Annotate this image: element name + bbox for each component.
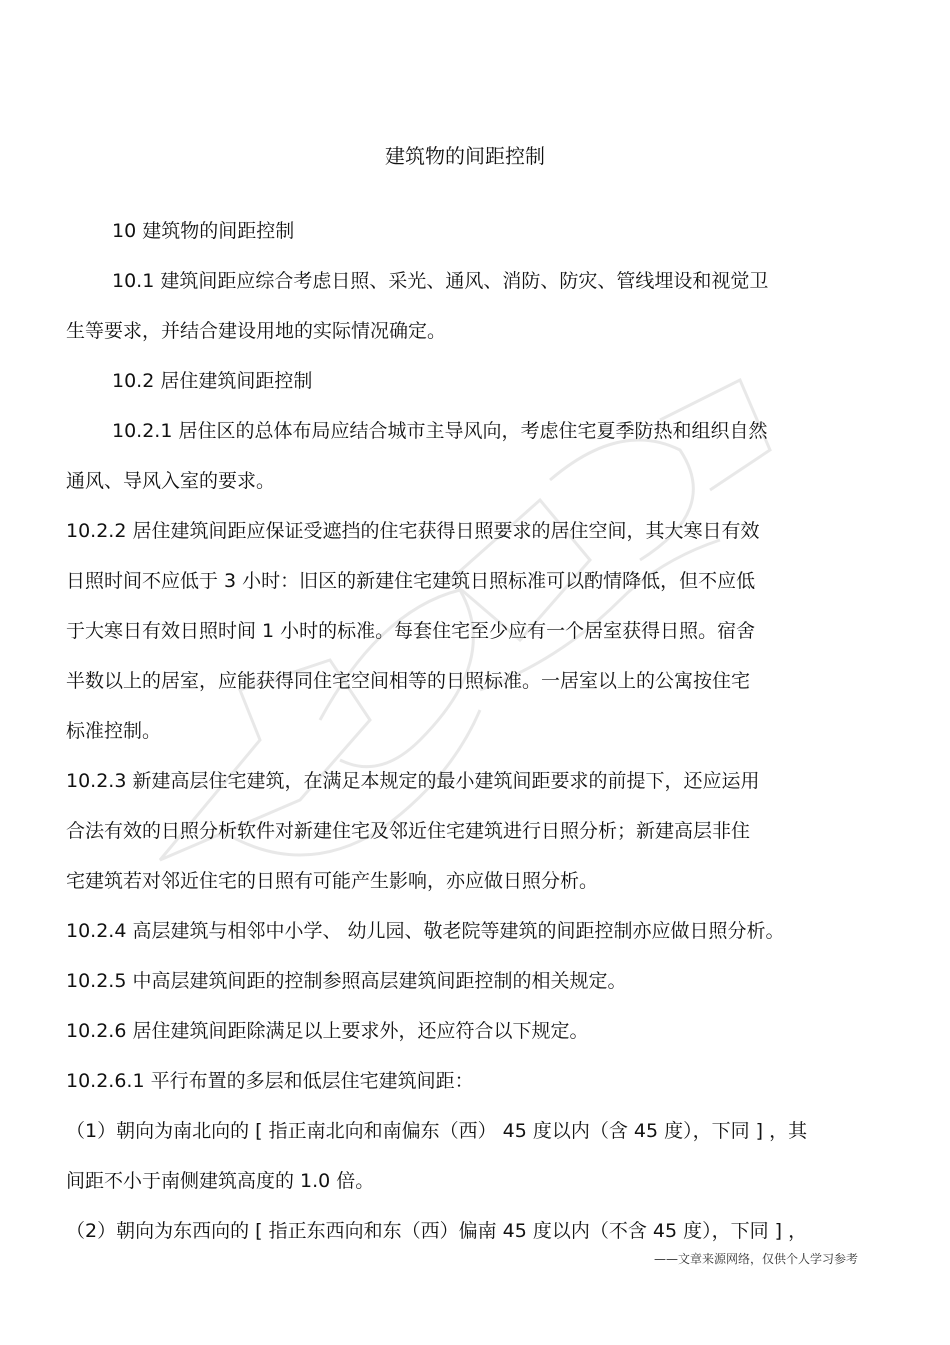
paragraph-10-2-2-line-4: 半数以上的居室，应能获得同住宅空间相等的日照标准。一居室以上的公寓按住宅 <box>66 670 751 692</box>
paragraph-10-2-5: 10.2.5 中高层建筑间距的控制参照高层建筑间距控制的相关规定。 <box>66 970 627 992</box>
paragraph-10-2-2-line-3: 于大寒日有效日照时间 1 小时的标准。每套住宅至少应有一个居室获得日照。宿舍 <box>66 620 756 642</box>
paragraph-10-2-3-line-3: 宅建筑若对邻近住宅的日照有可能产生影响，亦应做日照分析。 <box>66 870 599 892</box>
paragraph-10-2-6: 10.2.6 居住建筑间距除满足以上要求外，还应符合以下规定。 <box>66 1020 589 1042</box>
paragraph-10-2-6-1: 10.2.6.1 平行布置的多层和低层住宅建筑间距： <box>66 1070 474 1092</box>
item-2-line-1: （2）朝向为东西向的 [ 指正东西向和东（西）偏南 45 度以内（不含 45 度），下同 ] ， <box>66 1220 808 1242</box>
paragraph-10-2-2-line-2: 日照时间不应低于 3 小时：旧区的新建住宅建筑日照标准可以酌情降低，但不应低 <box>66 570 756 592</box>
paragraph-10-2-1-line-1: 10.2.1 居住区的总体布局应结合城市主导风向，考虑住宅夏季防热和组织自然 <box>112 420 768 442</box>
document-title: 建筑物的间距控制 <box>385 144 545 168</box>
heading-10: 10 建筑物的间距控制 <box>112 220 295 242</box>
paragraph-10-2-2-line-5: 标准控制。 <box>66 720 162 742</box>
paragraph-10-2-2-line-1: 10.2.2 居住建筑间距应保证受遮挡的住宅获得日照要求的居住空间，其大寒日有效 <box>66 520 760 542</box>
paragraph-10-2-3-line-1: 10.2.3 新建高层住宅建筑，在满足本规定的最小建筑间距要求的前提下，还应运用 <box>66 770 760 792</box>
heading-10-2: 10.2 居住建筑间距控制 <box>112 370 313 392</box>
paragraph-10-2-1-line-2: 通风、导风入室的要求。 <box>66 470 276 492</box>
source-footnote: ——文章来源网络，仅供个人学习参考 <box>653 1252 858 1266</box>
item-1-line-1: （1）朝向为南北向的 [ 指正南北向和南偏东（西） 45 度以内（含 45 度），下同 ] ，其 <box>66 1120 808 1142</box>
paragraph-10-2-4: 10.2.4 高层建筑与相邻中小学、 幼儿园、敬老院等建筑的间距控制亦应做日照分析。 <box>66 920 785 942</box>
paragraph-10-2-3-line-2: 合法有效的日照分析软件对新建住宅及邻近住宅建筑进行日照分析；新建高层非住 <box>66 820 751 842</box>
item-1-line-2: 间距不小于南侧建筑高度的 1.0 倍。 <box>66 1170 375 1192</box>
paragraph-10-1-line-2: 生等要求，并结合建设用地的实际情况确定。 <box>66 320 447 342</box>
paragraph-10-1-line-1: 10.1 建筑间距应综合考虑日照、采光、通风、消防、防灾、管线埋设和视觉卫 <box>112 270 769 292</box>
